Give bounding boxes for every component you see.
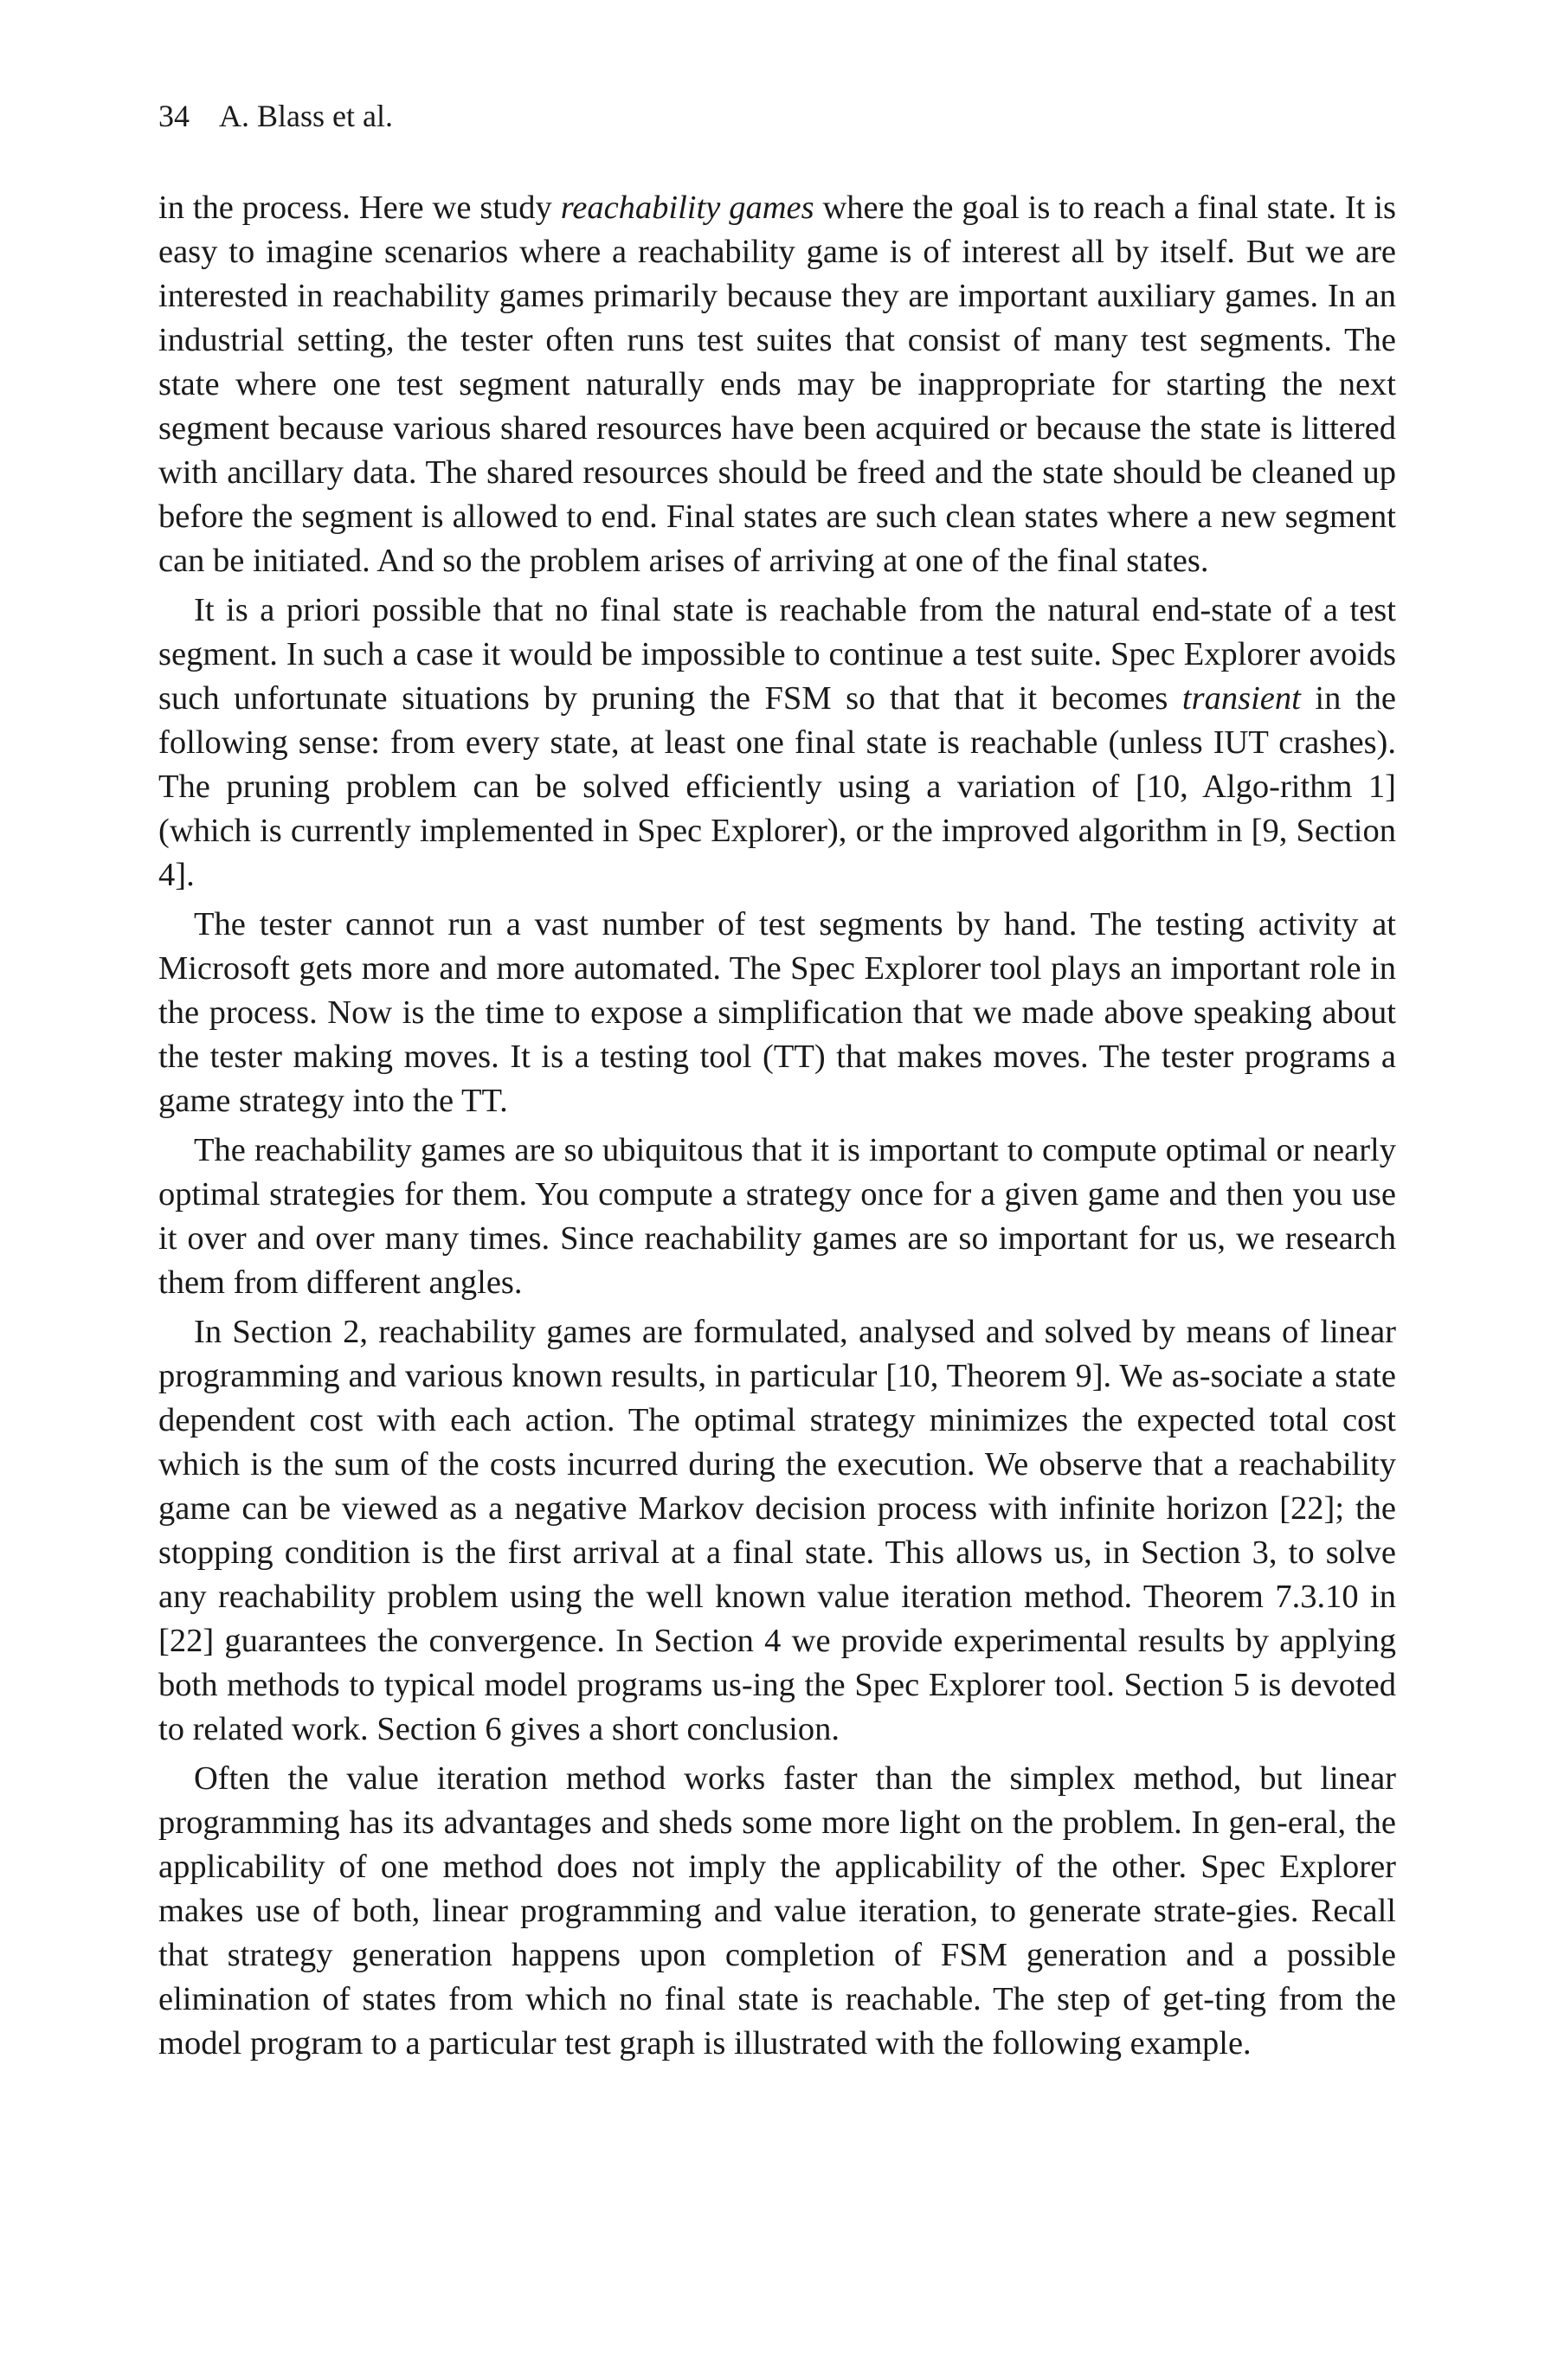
paragraph-value-iteration: Often the value iteration method works faster than the simplex method, but linear programming has its advantages and sheds some more light on the problem. In gen-eral, the applicability of one method does not imply the applicability of the other. Spec Explorer makes use of both, linear programming and value iteration, to generate strate-gies. Recall that strategy generation happens upon completion of FSM generation and a possible elimination of states from which no final state is reachable. The step of get-ting from the model program to a particular test graph is illustrated with the following example. (158, 1760, 1396, 2062)
paragraph-testing-tool: The tester cannot run a vast number of test segments by hand. The testing activity at Microsoft gets more and more automated. The Spec Explorer tool plays an important role in the process. Now is the time to expose a simplification that we made above speaking about the tester making moves. It is a testing tool (TT) that makes moves. The tester programs a game strategy into the TT. (158, 906, 1396, 1119)
running-head-authors: A. Blass et al. (219, 99, 393, 133)
paragraph-ubiquitous: The reachability games are so ubiquitous that it is important to compute optimal or nearly optimal strategies for them. You compute a strategy once for a given game and then you use it over and over many times. Since reachability games are so important for us, we research them from different angles. (158, 1132, 1396, 1301)
paragraph-reachability-games: in the process. Here we study reachability games where the goal is to reach a final state. It is easy to imagine scenarios where a reachability game is of interest all by itself. But we are interested in reachability games primarily because they are important auxiliary games. In an industrial setting, the tester often runs test suites that consist of many test segments. The state where one test segment naturally ends may be inappropriate for starting the next segment because various shared resources have been acquired or because the state is littered with ancillary data. The shared resources should be freed and the state should be cleaned up before the segment is allowed to end. Final states are such clean states where a new segment can be initiated. And so the problem arises of arriving at one of the final states. (158, 190, 1396, 579)
term-reachability-games: reachability games (560, 190, 814, 226)
running-head (158, 97, 393, 135)
paragraph-section-overview: In Section 2, reachability games are formulated, analysed and solved by means of linear programming and various known results, in particular [10, Theorem 9]. We as-sociate a state dependent cost with each action. The optimal strategy minimizes the expected total cost which is the sum of the costs incurred during the execution. We observe that a reachability game can be viewed as a negative Markov decision process with infinite horizon [22]; the stopping condition is the first arrival at a final state. This allows us, in Section 3, to solve any reachability problem using the well known value iteration method. Theorem 7.3.10 in [22] guarantees the convergence. In Section 4 we provide experimental results by applying both methods to typical model programs us-ing the Spec Explorer tool. Section 5 is devoted to related work. Section 6 gives a short conclusion. (158, 1314, 1396, 1747)
term-transient: transient (1181, 680, 1301, 717)
page-number: 34 (158, 99, 190, 133)
paragraph-pruning: It is a priori possible that no final state is reachable from the natural end-state of a test segment. In such a case it would be impossible to continue a test suite. Spec Explorer avoids such unfortunate situations by pruning the FSM so that that it becomes transient in the following sense: from every state, at least one final state is reachable (unless IUT crashes). The pruning problem can be solved efficiently using a variation of [10, Algo-rithm 1] (which is currently implemented in Spec Explorer), or the improved algorithm in [9, Section 4]. (158, 592, 1397, 893)
body-text (158, 186, 1396, 2066)
